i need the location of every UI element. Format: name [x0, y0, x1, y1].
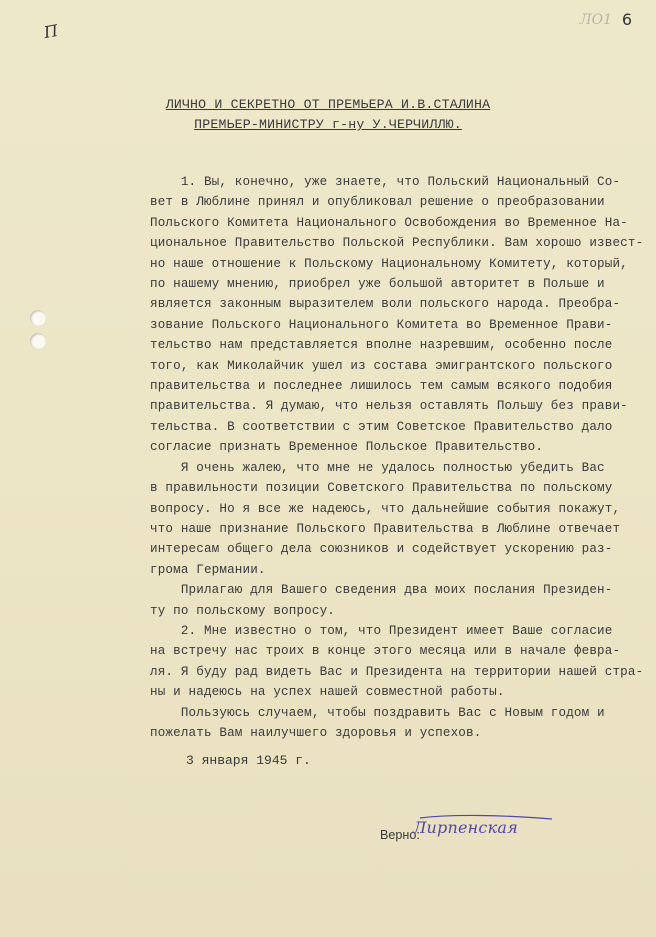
body-line: согласие признать Временное Польское Правительство.	[150, 440, 544, 455]
body-line: Польского Комитета Национального Освобождения во Временное На-	[150, 215, 628, 230]
body-line: ны и надеюсь на успех нашей совместной работы.	[150, 685, 505, 700]
body-line: того, как Миколайчик ушел из состава эмигрантского польского	[150, 358, 613, 373]
body-line: Прилагаю для Вашего сведения два моих послания Президен-	[150, 583, 613, 598]
punch-hole	[30, 310, 46, 326]
document-heading	[0, 95, 656, 135]
punch-hole	[30, 333, 46, 349]
body-line: 2. Мне известно о том, что Президент имеет Ваше согласие	[150, 623, 613, 638]
body-line: грома Германии.	[150, 562, 266, 577]
body-line: вопросу. Но я все же надеюсь, что дальнейшие события покажут,	[150, 501, 621, 516]
body-line: в правильности позиции Советского Правительства по польскому	[150, 481, 613, 496]
body-line: пожелать Вам наилучшего здоровья и успехов.	[150, 725, 482, 740]
body-line: зование Польского Национального Комитета во Временное Прави-	[150, 317, 613, 332]
heading-line-2: ПРЕМЬЕР-МИНИСТРУ г-ну У.ЧЕРЧИЛЛЮ.	[194, 117, 462, 132]
handwritten-signature: Лирпенская	[413, 818, 518, 837]
body-line: что наше признание Польского Правительства в Люблине отвечает	[150, 521, 621, 536]
body-line: ля. Я буду рад видеть Вас и Президента на территории нашей стра-	[150, 664, 644, 679]
body-line: интересам общего дела союзников и содействует ускорению раз-	[150, 542, 613, 557]
corner-faded-mark: ЛО1	[579, 12, 612, 28]
body-line: 1. Вы, конечно, уже знаете, что Польский Национальный Со-	[150, 175, 621, 189]
body-line: на встречу нас троих в конце этого месяца или в начале февра-	[150, 644, 621, 659]
body-line: но наше отношение к Польскому Национальному Комитету, который,	[150, 256, 628, 271]
body-line: правительства и последнее лишилось тем самым всякого подобия	[150, 379, 613, 394]
body-line: вет в Люблине принял и опубликовал решение о преобразовании	[150, 195, 605, 210]
body-line: Я очень жалею, что мне не удалось полностью убедить Вас	[150, 460, 605, 475]
certification-label: Верно:	[380, 828, 420, 842]
body-line: по нашему мнению, приобрел уже большой авторитет в Польше и	[150, 277, 605, 292]
body-line: тельства. В соответствии с этим Советское Правительство дало	[150, 419, 613, 434]
heading-line-1: ЛИЧНО И СЕКРЕТНО ОТ ПРЕМЬЕРА И.В.СТАЛИНА	[165, 97, 491, 112]
margin-handwritten-mark: П	[42, 20, 60, 43]
body-line: Пользуюсь случаем, чтобы поздравить Вас с Новым годом и	[150, 705, 605, 720]
body-line: является законным выразителем воли польского народа. Преобра-	[150, 297, 621, 312]
body-line: ту по польскому вопросу.	[150, 603, 335, 618]
letter-body	[150, 172, 644, 743]
body-line: циональное Правительство Польской Республики. Вам хорошо извест-	[150, 236, 644, 251]
page-number: 6	[621, 10, 632, 29]
body-line: правительства. Я думаю, что нельзя оставлять Польшу без прави-	[150, 399, 628, 414]
letter-date: 3 января 1945 г.	[186, 753, 311, 768]
body-line: тельство нам представляется вполне назревшим, особенно после	[150, 338, 613, 353]
